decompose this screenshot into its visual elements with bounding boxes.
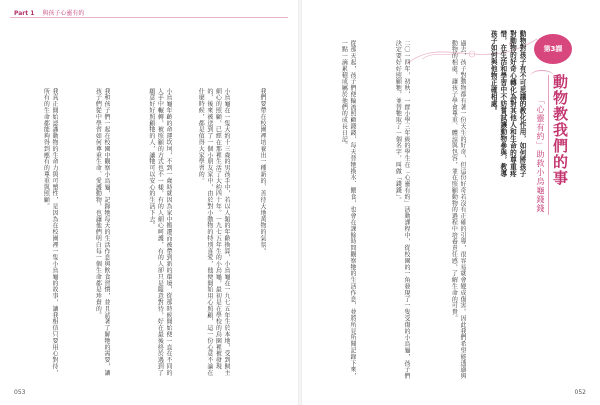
right-paragraph-1: 過去，孩子對動物都有著一份天生的好奇，但這份好奇若沒有正確的引導，很容易就會變成傷害。因此我們希望能透過與動物的相處，讓孩子學會尊重、體諒與包容，並在照顧動物的過程中培養責任感，了解生命的可貴。 bbox=[450, 40, 466, 380]
part-label: Part 1 bbox=[14, 10, 35, 17]
running-header bbox=[14, 8, 84, 17]
left-paragraph-5: 我真正開始認識動物的生命力與可塑性，是因為在校園裡一隻小烏龜的故事，讓我相信只要用心對待，所有的生命都能夠得到應有的尊重與照顧。 bbox=[42, 88, 58, 376]
right-paragraph-2: 二〇一四年，初秋，一群小學三年級的學生在「心靈有約」活動課程中，從校園的一角發現了一隻受傷的小烏龜，孩子們決定要好好照顧牠，並替牠取了一個名字，叫做「錢錢」。 bbox=[394, 40, 410, 380]
header-rule bbox=[10, 17, 288, 18]
left-page bbox=[0, 0, 298, 405]
lesson-badge: 第3課 bbox=[534, 34, 572, 64]
title-rule bbox=[548, 75, 549, 215]
chapter-subtitle: 「心靈有約」助救小烏龜錢錢 bbox=[536, 96, 545, 213]
left-paragraph-2: 小烏龜在一隻大約十三歲的男孩手中，若以人類的年齡換算，小烏龜在一九七五年生於本地，受到飼主細心的照顧，已經在那裡生活了大約四十年。一九七五年生的小烏龜，最初是在學校的鳥園裡被發現的，後來被送到了一個小朋友家中，由於對小動物的特別喜愛，他便開始用心照顧，這一份心意不論在什麼時候，都是值得大家學習的。 bbox=[197, 88, 230, 376]
header-title: 與孩子心靈有約 bbox=[42, 10, 85, 17]
right-page bbox=[302, 0, 600, 405]
left-paragraph-4: 我和孩子們一起在校園中觀察小烏龜，記錄牠每天的生活作息與飲食習慣，並且試著了解牠的需要，讓孩子們從中學習如何尊重生命、愛護動物，也讓他們明白每一個生命都是珍貴的。 bbox=[94, 88, 110, 376]
right-paragraph-3: 從那天起，孩子們便輪流照顧錢錢，每天替牠換水、餵食，也會在課餘時間觀察牠的生活作息，並將所見所聞記錄下來，一點一滴累積成屬於他們的成長日記。 bbox=[340, 40, 356, 380]
left-page-number: 053 bbox=[14, 389, 26, 396]
left-paragraph-1: 我們要帶在校園裡培養出一種新的、善待大地萬物的氣氛。 bbox=[259, 88, 266, 255]
chapter-title: 動物教我們的事 bbox=[551, 74, 569, 186]
lead-paragraph: 動物對孩子有不可思議的教化作用，如何將孩子對動物的好奇心轉化為對其他人和生命的尊重疼惜，在生活和學習中不妨嘗試讓動物參與，教導孩子如何與他物正確相處。 bbox=[489, 30, 526, 177]
left-paragraph-3: 小烏龜年齡的命運坎坷，不到一歲時就因為家中搬遷而被帶到新的環境，從那時候開始便一直在不同的人手中輾轉，被照顧的方式也不一樣，有的人細心呵護，有的人卻只是隨意對待，好在最後終於遇到了願意好好照顧牠的人，讓牠可以安心的生活下去。 bbox=[147, 88, 172, 376]
right-page-number: 052 bbox=[574, 389, 586, 396]
